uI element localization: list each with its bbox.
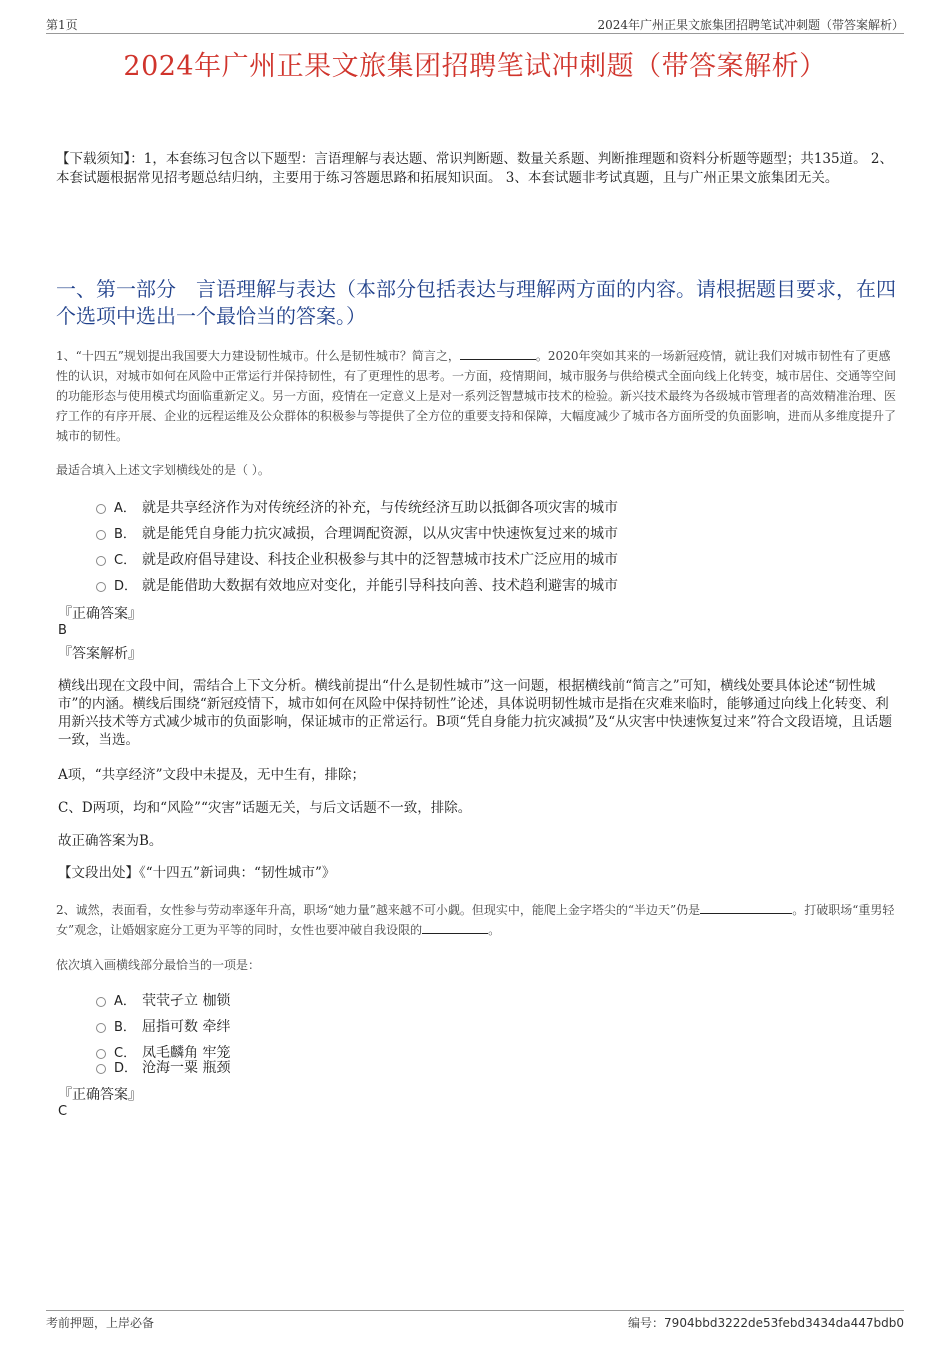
option-text: 沧海一粟 瓶颈 [142, 1060, 231, 1076]
option-letter: C． [114, 553, 137, 568]
question-1-blank [460, 346, 536, 360]
option-text: 就是能凭自身能力抗灾减损，合理调配资源，以从灾害中快速恢复过来的城市 [142, 526, 618, 542]
section-heading: 一、第一部分 言语理解与表达（本部分包括表达与理解两方面的内容。请根据题目要求，在四个选项中选出一个最恰当的答案。） [56, 277, 896, 328]
question-1-option-c[interactable] [96, 549, 618, 569]
header-page-number: 第1页 [46, 18, 78, 32]
question-2-text-part-a: 2、诚然，表面看，女性参与劳动率逐年升高，职场“她力量”越来越不可小觑。但现实中，能爬上金字塔尖的“半边天”仍是 [56, 903, 701, 917]
question-1-prompt: 最适合填入上述文字划横线处的是（ ）。 [56, 463, 270, 477]
option-text: 屈指可数 牵绊 [142, 1019, 231, 1035]
question-1-text-part-a: 1、“十四五”规划提出我国要大力建设韧性城市。什么是韧性城市？简言之， [56, 349, 460, 363]
question-1-analysis-label: 『答案解析』 [58, 646, 142, 662]
question-1-source: 【文段出处】《“十四五”新词典：“韧性城市”》 [58, 865, 336, 881]
footer-divider [46, 1310, 904, 1311]
question-2-blank-2 [422, 920, 488, 934]
option-letter: A． [114, 501, 136, 516]
footer-code-value: 7904bbd3222de53febd3434da447bdb0 [664, 1316, 904, 1330]
footer-code-label: 编号： [628, 1316, 665, 1330]
question-2-text-part-b: 。打破职场“重男轻女”观念，让婚姻家庭分工更为平等的同时，女性也要冲破自我设限的 [56, 903, 895, 937]
question-1-answer-label: 『正确答案』 [58, 606, 142, 622]
option-letter: D． [114, 579, 138, 594]
option-letter: B． [114, 1020, 136, 1035]
download-notice: 【下载须知】：1，本套练习包含以下题型：言语理解与表达题、常识判断题、数量关系题、判断推理题和资料分析题等题型；共135道。 2、本套试题根据常见招考题总结归纳，主要用于练习答题思路和拓展知识面。 3、本套试题非考试真题，且与广州正果文旅集团无关。 [56, 151, 893, 186]
radio-icon[interactable] [96, 582, 106, 592]
question-2-blank-1 [700, 900, 792, 914]
question-2-text-part-c: 。 [488, 923, 501, 937]
question-1-analysis-paragraph-3: C、D两项，均和“风险”“灾害”话题无关，与后文话题不一致，排除。 [58, 800, 472, 816]
question-1-text-part-b: 。2020年突如其来的一场新冠疫情，就让我们对城市韧性有了更感性的认识，对城市如何在风险中正常运行并保持韧性，有了更理性的思考。一方面，疫情期间，城市服务与供给模式全面向线上化转变，城市居住、交通等空间的功能形态与使用模式均面临重新定义。另一方面，疫情在一定意义上是对一系列泛智慧城市技术的检验。新兴技术最终为各级城市管理者的高效精准治理、医疗工作的有序开展、企业的远程运维及公众群体的积极参与等提供了全方位的重要支持和保障，大幅度减少了城市各方面所受的负面影响，进而从多维度提升了城市的韧性。 [56, 349, 897, 443]
header-doc-title: 2024年广州正果文旅集团招聘笔试冲刺题（带答案解析） [597, 18, 904, 32]
option-letter: B． [114, 527, 136, 542]
option-letter: D． [114, 1061, 138, 1076]
question-1-analysis-paragraph-2: A项，“共享经济”文段中未提及，无中生有，排除； [58, 767, 366, 783]
radio-icon[interactable] [96, 530, 106, 540]
radio-icon[interactable] [96, 556, 106, 566]
option-letter: C． [114, 1046, 137, 1061]
option-text: 凤毛麟角 牢笼 [142, 1045, 231, 1061]
radio-icon[interactable] [96, 997, 106, 1007]
question-1-answer: B [58, 623, 67, 638]
question-1-option-a[interactable] [96, 497, 618, 517]
option-text: 茕茕孑立 枷锁 [142, 993, 231, 1009]
radio-icon[interactable] [96, 1064, 106, 1074]
question-1-option-b[interactable] [96, 523, 618, 543]
question-2-option-b[interactable] [96, 1016, 230, 1036]
option-text: 就是共享经济作为对传统经济的补充，与传统经济互助以抵御各项灾害的城市 [142, 500, 618, 516]
radio-icon[interactable] [96, 504, 106, 514]
option-text: 就是能借助大数据有效地应对变化，并能引导科技向善、技术趋利避害的城市 [142, 578, 618, 594]
footer-code [628, 1314, 904, 1331]
option-text: 就是政府倡导建设、科技企业积极参与其中的泛智慧城市技术广泛应用的城市 [142, 552, 618, 568]
header-divider [46, 33, 904, 34]
question-1-analysis-paragraph-4: 故正确答案为B。 [58, 833, 163, 849]
radio-icon[interactable] [96, 1023, 106, 1033]
question-2-answer-label: 『正确答案』 [58, 1087, 142, 1103]
option-letter: A． [114, 994, 136, 1009]
question-1-option-d[interactable] [96, 575, 618, 595]
question-2-option-d[interactable] [96, 1057, 230, 1077]
question-2-answer: C [58, 1104, 68, 1119]
question-2-option-a[interactable] [96, 990, 230, 1010]
footer-slogan: 考前押题，上岸必备 [46, 1316, 155, 1330]
page-title: 2024年广州正果文旅集团招聘笔试冲刺题（带答案解析） [123, 51, 827, 82]
question-1-analysis-paragraph-1: 横线出现在文段中间，需结合上下文分析。横线前提出“什么是韧性城市”这一问题，根据横线前“简言之”可知，横线处要具体论述“韧性城市”的内涵。横线后围绕“新冠疫情下，城市如何在风险中保持韧性”论述，具体说明韧性城市是指在灾难来临时，能够通过向线上化转变、利用新兴技术等方式减少城市的负面影响，保证城市的正常运行。B项“凭自身能力抗灾减损”及“从灾害中快速恢复过来”符合文段语境，且话题一致，当选。 [58, 678, 893, 748]
question-2-text [56, 900, 898, 940]
question-2-prompt: 依次填入画横线部分最恰当的一项是： [56, 958, 261, 972]
question-1-text [56, 346, 898, 446]
